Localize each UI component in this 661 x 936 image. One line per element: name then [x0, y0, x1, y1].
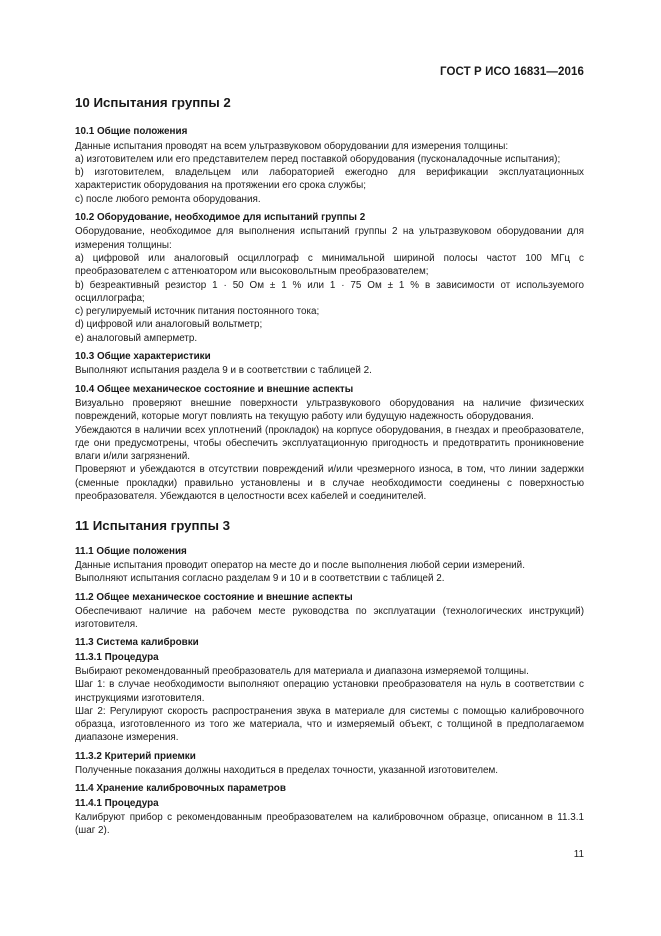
subsection-10-2-heading: 10.2 Оборудование, необходимое для испытаний группы 2 — [75, 212, 366, 224]
subsection-11-4-heading: 11.4 Хранение калибровочных параметров — [75, 783, 286, 795]
list-item: b) безреактивный резистор 1 · 50 Ом ± 1 % или 1 · 75 Ом ± 1 % в зависимости от используемого осциллографа; — [75, 279, 584, 304]
subsection-10-4-heading: 10.4 Общее механическое состояние и внешние аспекты — [75, 383, 354, 395]
list-item: d) цифровой или аналоговый вольтметр; — [75, 319, 263, 331]
subsection-10-3-heading: 10.3 Общие характеристики — [75, 351, 211, 363]
paragraph: Выбирают рекомендованный преобразователь для материала и диапазона измеряемой толщины. — [75, 665, 529, 677]
paragraph: Убеждаются в наличии всех уплотнений (прокладок) на корпусе оборудования, в гнездах и преобразователе, где они предусмотрены, чтобы обеспечить эксплуатационную пригодность и предотвратить проникновение влаги и/или загрязнений. — [75, 424, 584, 463]
paragraph: Шаг 1: в случае необходимости выполняют операцию установки преобразователя на нуль в соответствии с инструкциями изготовителя. — [75, 679, 584, 704]
list-item: c) после любого ремонта оборудования. — [75, 193, 261, 205]
section-10-title: 10 Испытания группы 2 — [75, 95, 231, 110]
paragraph: Шаг 2: Регулируют скорость распространения звука в материале для системы с помощью калибровочного образца, изготовленного из того же материала, что и измеряемый объект, с толщиной в предполагаемом диапазоне измерения. — [75, 705, 584, 744]
paragraph: Полученные показания должны находиться в пределах точности, указанной изготовителем. — [75, 765, 498, 777]
subsection-11-3-2-heading: 11.3.2 Критерий приемки — [75, 750, 196, 762]
paragraph: Выполняют испытания согласно разделам 9 и 10 и в соответствии с таблицей 2. — [75, 573, 445, 585]
paragraph: Оборудование, необходимое для выполнения испытаний группы 2 на ультразвуковом оборудовании для измерения толщины: — [75, 226, 584, 251]
list-item: a) цифровой или аналоговый осциллограф с минимальной шириной полосы частот 100 МГц с преобразователем с аттенюатором или высоковольтным преобразователем; — [75, 252, 584, 278]
paragraph: Визуально проверяют внешние поверхности ультразвукового оборудования на наличие физических повреждений, которые могут повлиять на текущую работу или будущую надежность оборудования. — [75, 397, 584, 423]
subsection-11-1-heading: 11.1 Общие положения — [75, 545, 187, 557]
paragraph: Обеспечивают наличие на рабочем месте руководства по эксплуатации (технологических инструкций) изготовителя. — [75, 605, 584, 631]
page-number: 11 — [573, 849, 584, 860]
paragraph: Калибруют прибор с рекомендованным преобразователем на калибровочном образце, описанном в 11.3.1 (шаг 2). — [75, 811, 584, 837]
subsection-10-1-heading: 10.1 Общие положения — [75, 126, 188, 138]
subsection-11-2-heading: 11.2 Общее механическое состояние и внешние аспекты — [75, 591, 353, 603]
section-11-title: 11 Испытания группы 3 — [75, 518, 231, 534]
paragraph: Данные испытания проводят на всем ультразвуковом оборудовании для измерения толщины: — [75, 140, 509, 152]
list-item: a) изготовителем или его представителем перед поставкой оборудования (пусконаладочные испытания); — [75, 153, 561, 165]
document-code: ГОСТ Р ИСО 16831—2016 — [439, 66, 584, 78]
subsection-11-3-heading: 11.3 Система калибровки — [75, 637, 199, 649]
document-body — [75, 92, 584, 838]
list-item: e) аналоговый амперметр. — [75, 332, 198, 344]
subsection-11-4-1-heading: 11.4.1 Процедура — [75, 797, 159, 809]
list-item: c) регулируемый источник питания постоянного тока; — [75, 306, 320, 318]
list-item: b) изготовителем, владельцем или лабораторией ежегодно для верификации эксплуатационных характеристик оборудования на протяжении его срока службы; — [75, 167, 584, 192]
paragraph: Проверяют и убеждаются в отсутствии повреждений и/или чрезмерного износа, в том, что линии задержки (сменные прокладки) правильно установлены и в случае необходимости соединены с поверхностью преобразователя. Убеждаются в целостности всех кабелей и соединителей. — [75, 464, 584, 503]
paragraph: Выполняют испытания раздела 9 и в соответствии с таблицей 2. — [75, 365, 372, 377]
paragraph: Данные испытания проводит оператор на месте до и после выполнения любой серии измерений. — [75, 559, 525, 571]
subsection-11-3-1-heading: 11.3.1 Процедура — [75, 651, 159, 663]
